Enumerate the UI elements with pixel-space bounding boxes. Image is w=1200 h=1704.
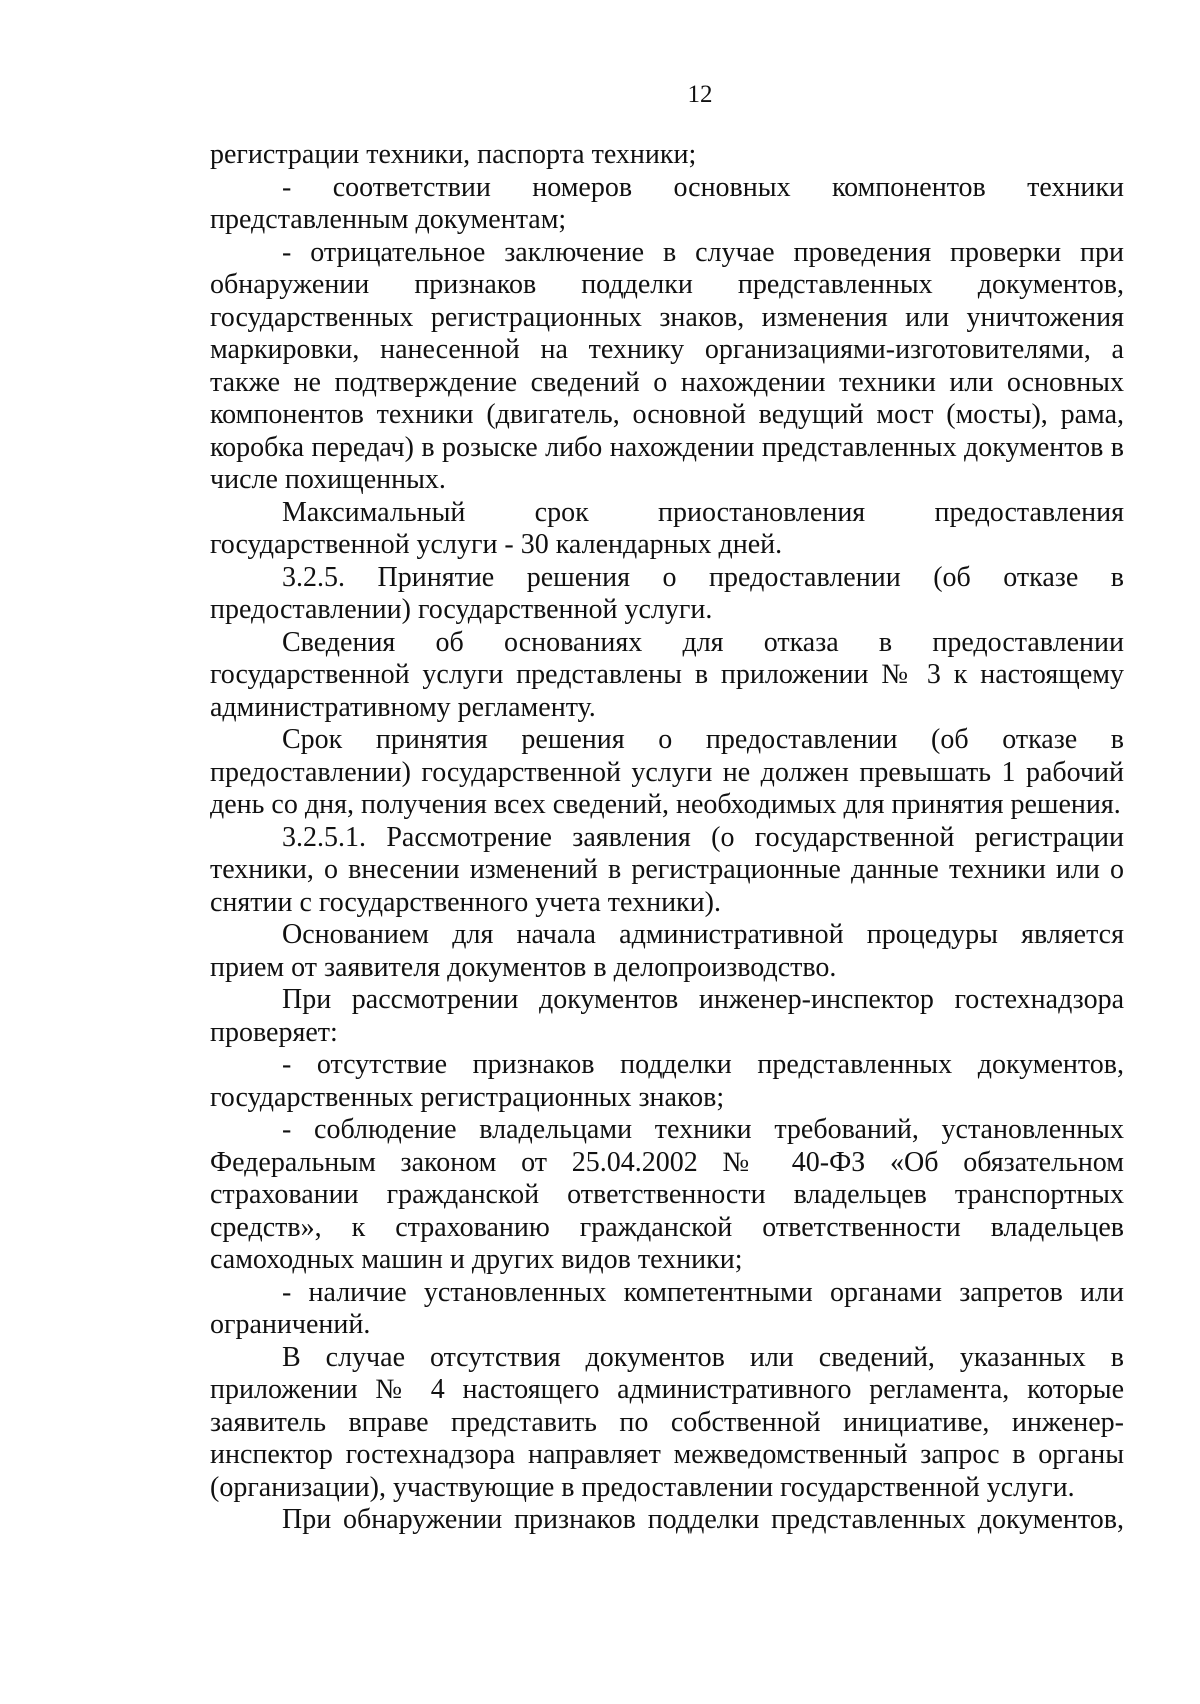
paragraph-7: Срок принятия решения о предоставлении (об отказе в предоставлении) государственной услуги не должен превышать 1 рабочий день со дня, получения всех сведений, необходимых для принятия решения. (210, 724, 1124, 820)
paragraph-4: Максимальный срок приостановления предоставления государственной услуги - 30 календарных дней. (210, 496, 1124, 560)
paragraph-12: - соблюдение владельцами техники требований, установленных Федеральным законом от 25.04.2002 № 40-ФЗ «Об обязательном страховании гражданской ответственности владельцев транспортных средств», к страхованию гражданской ответственности владельцев самоходных машин и других видов техники; (210, 1114, 1124, 1275)
paragraph-14: В случае отсутствия документов или сведений, указанных в приложении № 4 настоящего административного регламента, которые заявитель вправе представить по собственной инициативе, инженер-инспектор гостехнадзора направляет межведомственный запрос в органы (организации), участвующие в предоставлении государственной услуги. (210, 1341, 1124, 1503)
paragraph-2: - соответствии номеров основных компонентов техники представленным документам; (210, 171, 1124, 235)
paragraph-6: Сведения об основаниях для отказа в предоставлении государственной услуги представлены в приложении № 3 к настоящему административному регламенту. (210, 626, 1124, 723)
paragraph-3: - отрицательное заключение в случае проведения проверки при обнаружении признаков подделки представленных документов, государственных регистрационных знаков, изменения или уничтожения маркировки, нанесенной на технику организациями-изготовителями, а также не подтверждение сведений о нахождении техники или основных компонентов техники (двигатель, основной ведущий мост (мосты), рама, коробка передач) в розыске либо нахождении представленных документов в числе похищенных. (210, 236, 1124, 495)
paragraph-13: - наличие установленных компетентными органами запретов или ограничений. (210, 1276, 1124, 1340)
page-number: 12 (687, 81, 713, 108)
paragraph-15: При обнаружении признаков подделки представленных документов, (282, 1504, 1124, 1535)
paragraph-5: 3.2.5. Принятие решения о предоставлении (об отказе в предоставлении) государственной услуги. (210, 561, 1124, 625)
paragraph-1: регистрации техники, паспорта техники; (210, 139, 697, 170)
document-body (210, 139, 1124, 1537)
paragraph-8: 3.2.5.1. Рассмотрение заявления (о государственной регистрации техники, о внесении изменений в регистрационные данные техники или о снятии с государственного учета техники). (210, 821, 1124, 918)
paragraph-10: При рассмотрении документов инженер-инспектор гостехнадзора проверяет: (210, 984, 1124, 1048)
paragraph-11: - отсутствие признаков подделки представленных документов, государственных регистрационных знаков; (210, 1049, 1124, 1113)
paragraph-9: Основанием для начала административной процедуры является прием от заявителя документов в делопроизводство. (210, 919, 1124, 983)
